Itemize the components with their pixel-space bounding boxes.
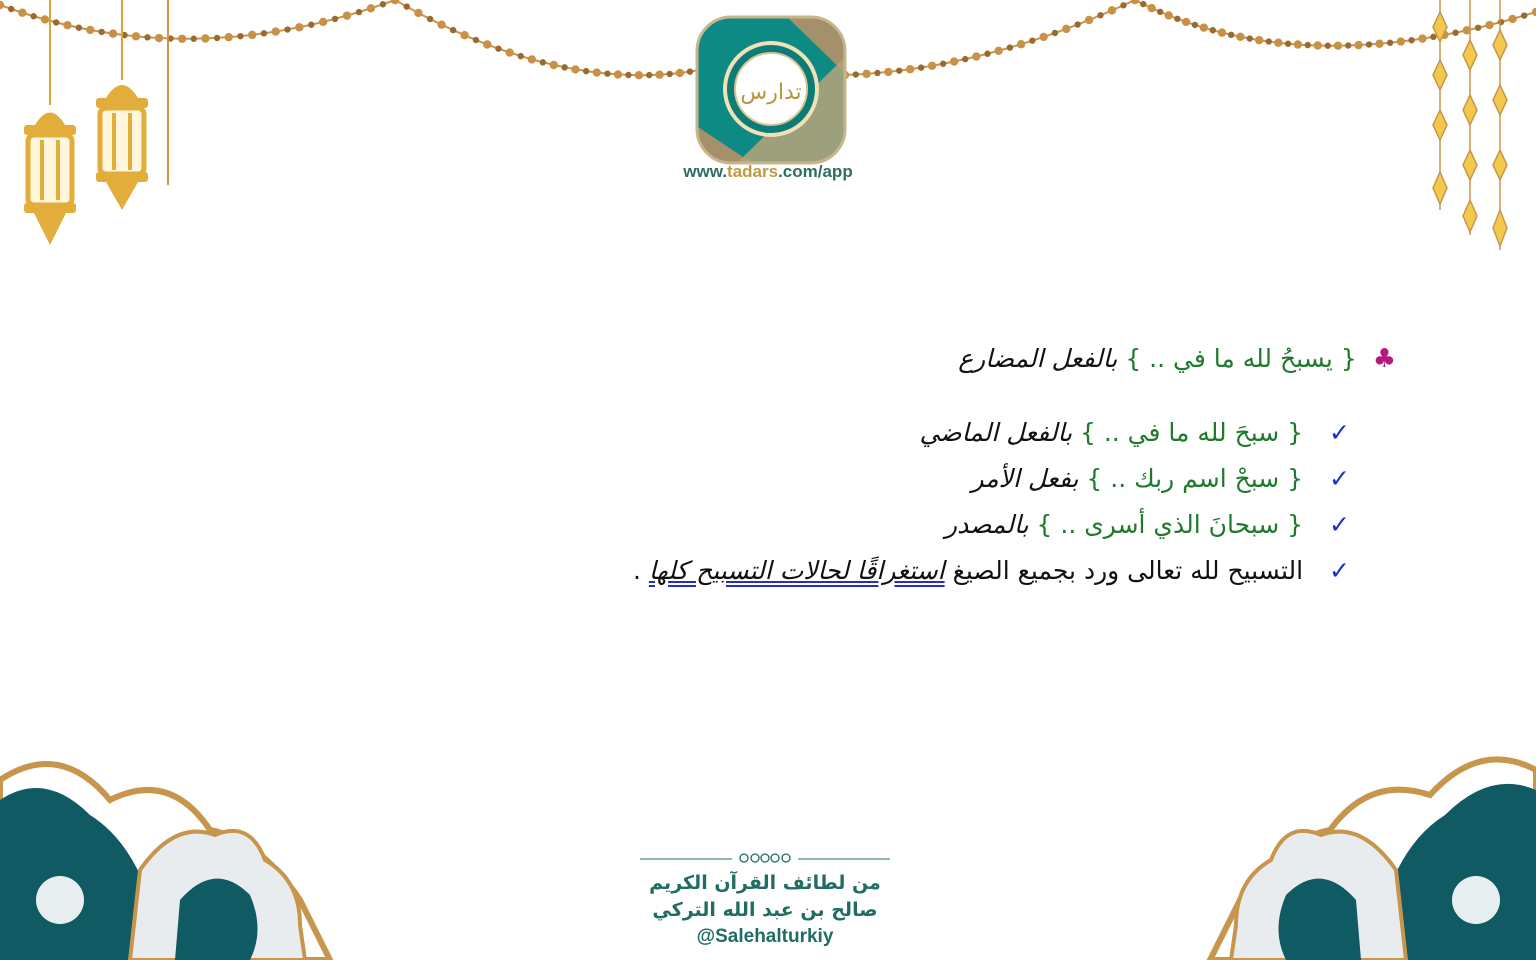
bead <box>940 61 946 67</box>
bead <box>450 27 456 33</box>
item-desc: بالفعل الماضي <box>919 418 1073 447</box>
bead <box>343 11 351 19</box>
bead <box>972 52 980 60</box>
bead <box>63 21 71 29</box>
item-desc: بفعل الأمر <box>971 464 1079 493</box>
bead <box>427 16 433 22</box>
bead <box>319 18 327 26</box>
bead <box>505 48 513 56</box>
bead <box>1485 21 1493 29</box>
bead <box>332 16 338 22</box>
bead <box>1218 28 1226 36</box>
bead <box>625 72 631 78</box>
bead <box>1157 9 1163 15</box>
bead <box>144 34 150 40</box>
bead <box>1236 33 1244 41</box>
bead <box>528 55 536 63</box>
bead <box>1430 34 1436 40</box>
bead <box>1521 12 1527 18</box>
bead <box>676 69 684 77</box>
bead <box>178 35 186 43</box>
bead <box>356 9 362 15</box>
bead <box>1210 27 1216 33</box>
bead <box>155 34 163 42</box>
bead <box>667 71 673 77</box>
heading-line <box>958 344 1396 374</box>
bead <box>1285 41 1291 47</box>
bead <box>1345 42 1351 48</box>
bead <box>1029 37 1035 43</box>
bead <box>1174 16 1180 22</box>
bead <box>1062 25 1070 33</box>
bead <box>132 32 140 40</box>
bead <box>473 37 479 43</box>
bead <box>593 68 601 76</box>
bead <box>284 26 290 32</box>
bead <box>76 24 82 30</box>
bead <box>8 6 14 12</box>
bead <box>1314 41 1322 49</box>
footer-credits <box>620 848 910 950</box>
bead <box>1354 41 1362 49</box>
bead <box>1140 1 1146 7</box>
club-bullet-icon: ♣ <box>1372 344 1396 374</box>
bead <box>884 68 892 76</box>
bead <box>380 1 386 7</box>
bead <box>635 71 643 79</box>
bead <box>1007 44 1013 50</box>
url-brand: tadars <box>727 162 779 181</box>
bead <box>928 62 936 70</box>
bead <box>646 72 652 78</box>
bead <box>1228 32 1234 38</box>
bead <box>962 56 968 62</box>
summary-text: التسبيح لله تعالى ورد بجميع الصيغ <box>952 556 1304 585</box>
bead <box>1097 12 1103 18</box>
bead <box>1418 34 1426 42</box>
bead <box>1375 40 1383 48</box>
bead <box>561 64 567 70</box>
bead <box>272 27 280 35</box>
bead <box>984 51 990 57</box>
url-suffix: .com/app <box>778 162 853 181</box>
bead <box>460 31 468 39</box>
bead <box>109 29 117 37</box>
website-url[interactable] <box>600 162 936 182</box>
bead <box>1200 23 1208 31</box>
bead <box>1120 2 1126 8</box>
bead <box>1266 38 1272 44</box>
bead <box>30 13 36 19</box>
bead <box>248 31 256 39</box>
bead <box>191 36 197 42</box>
item-desc: بالمصدر <box>945 510 1029 539</box>
heading-desc: بالفعل المضارع <box>958 344 1118 373</box>
bead <box>1408 37 1414 43</box>
bead <box>1074 21 1080 27</box>
checkmark-icon: ✓ <box>1329 464 1350 493</box>
bead <box>1255 36 1263 44</box>
url-prefix: www. <box>683 162 728 181</box>
checkmark-icon: ✓ <box>1329 510 1350 539</box>
bead <box>518 53 524 59</box>
bead <box>994 47 1002 55</box>
bead <box>414 9 422 17</box>
bead <box>540 59 546 65</box>
list-item <box>972 464 1351 493</box>
bead <box>950 57 958 65</box>
bead <box>1532 8 1536 16</box>
heading-quote: { يسبحُ لله ما في .. } <box>1125 344 1357 373</box>
bead <box>1387 40 1393 46</box>
bead <box>1165 11 1173 19</box>
floral-corner-decoration-left <box>0 764 330 960</box>
bead <box>86 26 94 34</box>
bead <box>687 68 693 74</box>
list-item <box>920 418 1350 447</box>
bead <box>1366 41 1372 47</box>
bead <box>1085 16 1093 24</box>
bead <box>437 20 445 28</box>
bead <box>404 3 410 9</box>
bead <box>655 70 663 78</box>
bead <box>571 65 579 73</box>
lantern-icon <box>24 0 76 245</box>
floral-corner-decoration-right <box>1210 759 1536 960</box>
bead <box>98 29 104 35</box>
bead <box>1305 42 1311 48</box>
checkmark-icon: ✓ <box>1329 556 1350 585</box>
summary-emphasis: استغراقًا لحالات التسبيح كلها <box>648 556 945 585</box>
bead <box>550 61 558 69</box>
bead <box>18 9 26 17</box>
checkmark-icon: ✓ <box>1329 418 1350 447</box>
bead <box>295 23 303 31</box>
bead <box>1247 35 1253 41</box>
bead <box>0 1 4 9</box>
summary-line <box>633 556 1350 585</box>
bead <box>862 70 870 78</box>
item-quote: { سبحْ اسم ربك .. } <box>1086 464 1304 493</box>
item-quote: { سبحانَ الذي أسرى .. } <box>1036 510 1304 539</box>
bead <box>367 4 375 12</box>
bead <box>604 70 610 76</box>
bead <box>261 30 267 36</box>
bead <box>1475 25 1481 31</box>
list-item <box>945 510 1350 539</box>
bead <box>201 34 209 42</box>
bead <box>918 64 924 70</box>
bead <box>1192 22 1198 28</box>
bead <box>614 70 622 78</box>
bead <box>237 33 243 39</box>
bead <box>483 40 491 48</box>
bead <box>853 71 859 77</box>
bead <box>874 70 880 76</box>
bead <box>1131 0 1139 4</box>
bead <box>1334 42 1342 50</box>
bead <box>1147 4 1155 12</box>
bead <box>1182 18 1190 26</box>
bead <box>495 45 501 51</box>
bead <box>1039 33 1047 41</box>
bead <box>41 15 49 23</box>
bead <box>1052 30 1058 36</box>
footer-series-title: من لطائف القرآن الكريم <box>649 872 881 894</box>
bead <box>391 0 399 4</box>
bead <box>1108 6 1116 14</box>
bead <box>1508 15 1516 23</box>
footer-handle[interactable]: @Salehalturkiy <box>696 926 834 947</box>
bead <box>214 35 220 41</box>
bead <box>583 68 589 74</box>
bead <box>225 33 233 41</box>
bead <box>308 22 314 28</box>
bead <box>1274 39 1282 47</box>
bead <box>1452 30 1458 36</box>
footer-author-name: صالح بن عبد الله التركي <box>652 899 878 921</box>
bead <box>1017 40 1025 48</box>
bead <box>1498 19 1504 25</box>
bead <box>1325 43 1331 49</box>
tadars-logo-icon <box>695 15 847 165</box>
bead <box>896 67 902 73</box>
bead <box>1294 40 1302 48</box>
bead <box>1397 37 1405 45</box>
bead-garland-left <box>0 0 700 75</box>
svg-text:تدارس: تدارس <box>740 80 802 105</box>
item-quote: { سبحَ لله ما في .. } <box>1079 418 1304 447</box>
summary-end: . <box>632 556 649 585</box>
bead <box>53 19 59 25</box>
bead <box>906 65 914 73</box>
